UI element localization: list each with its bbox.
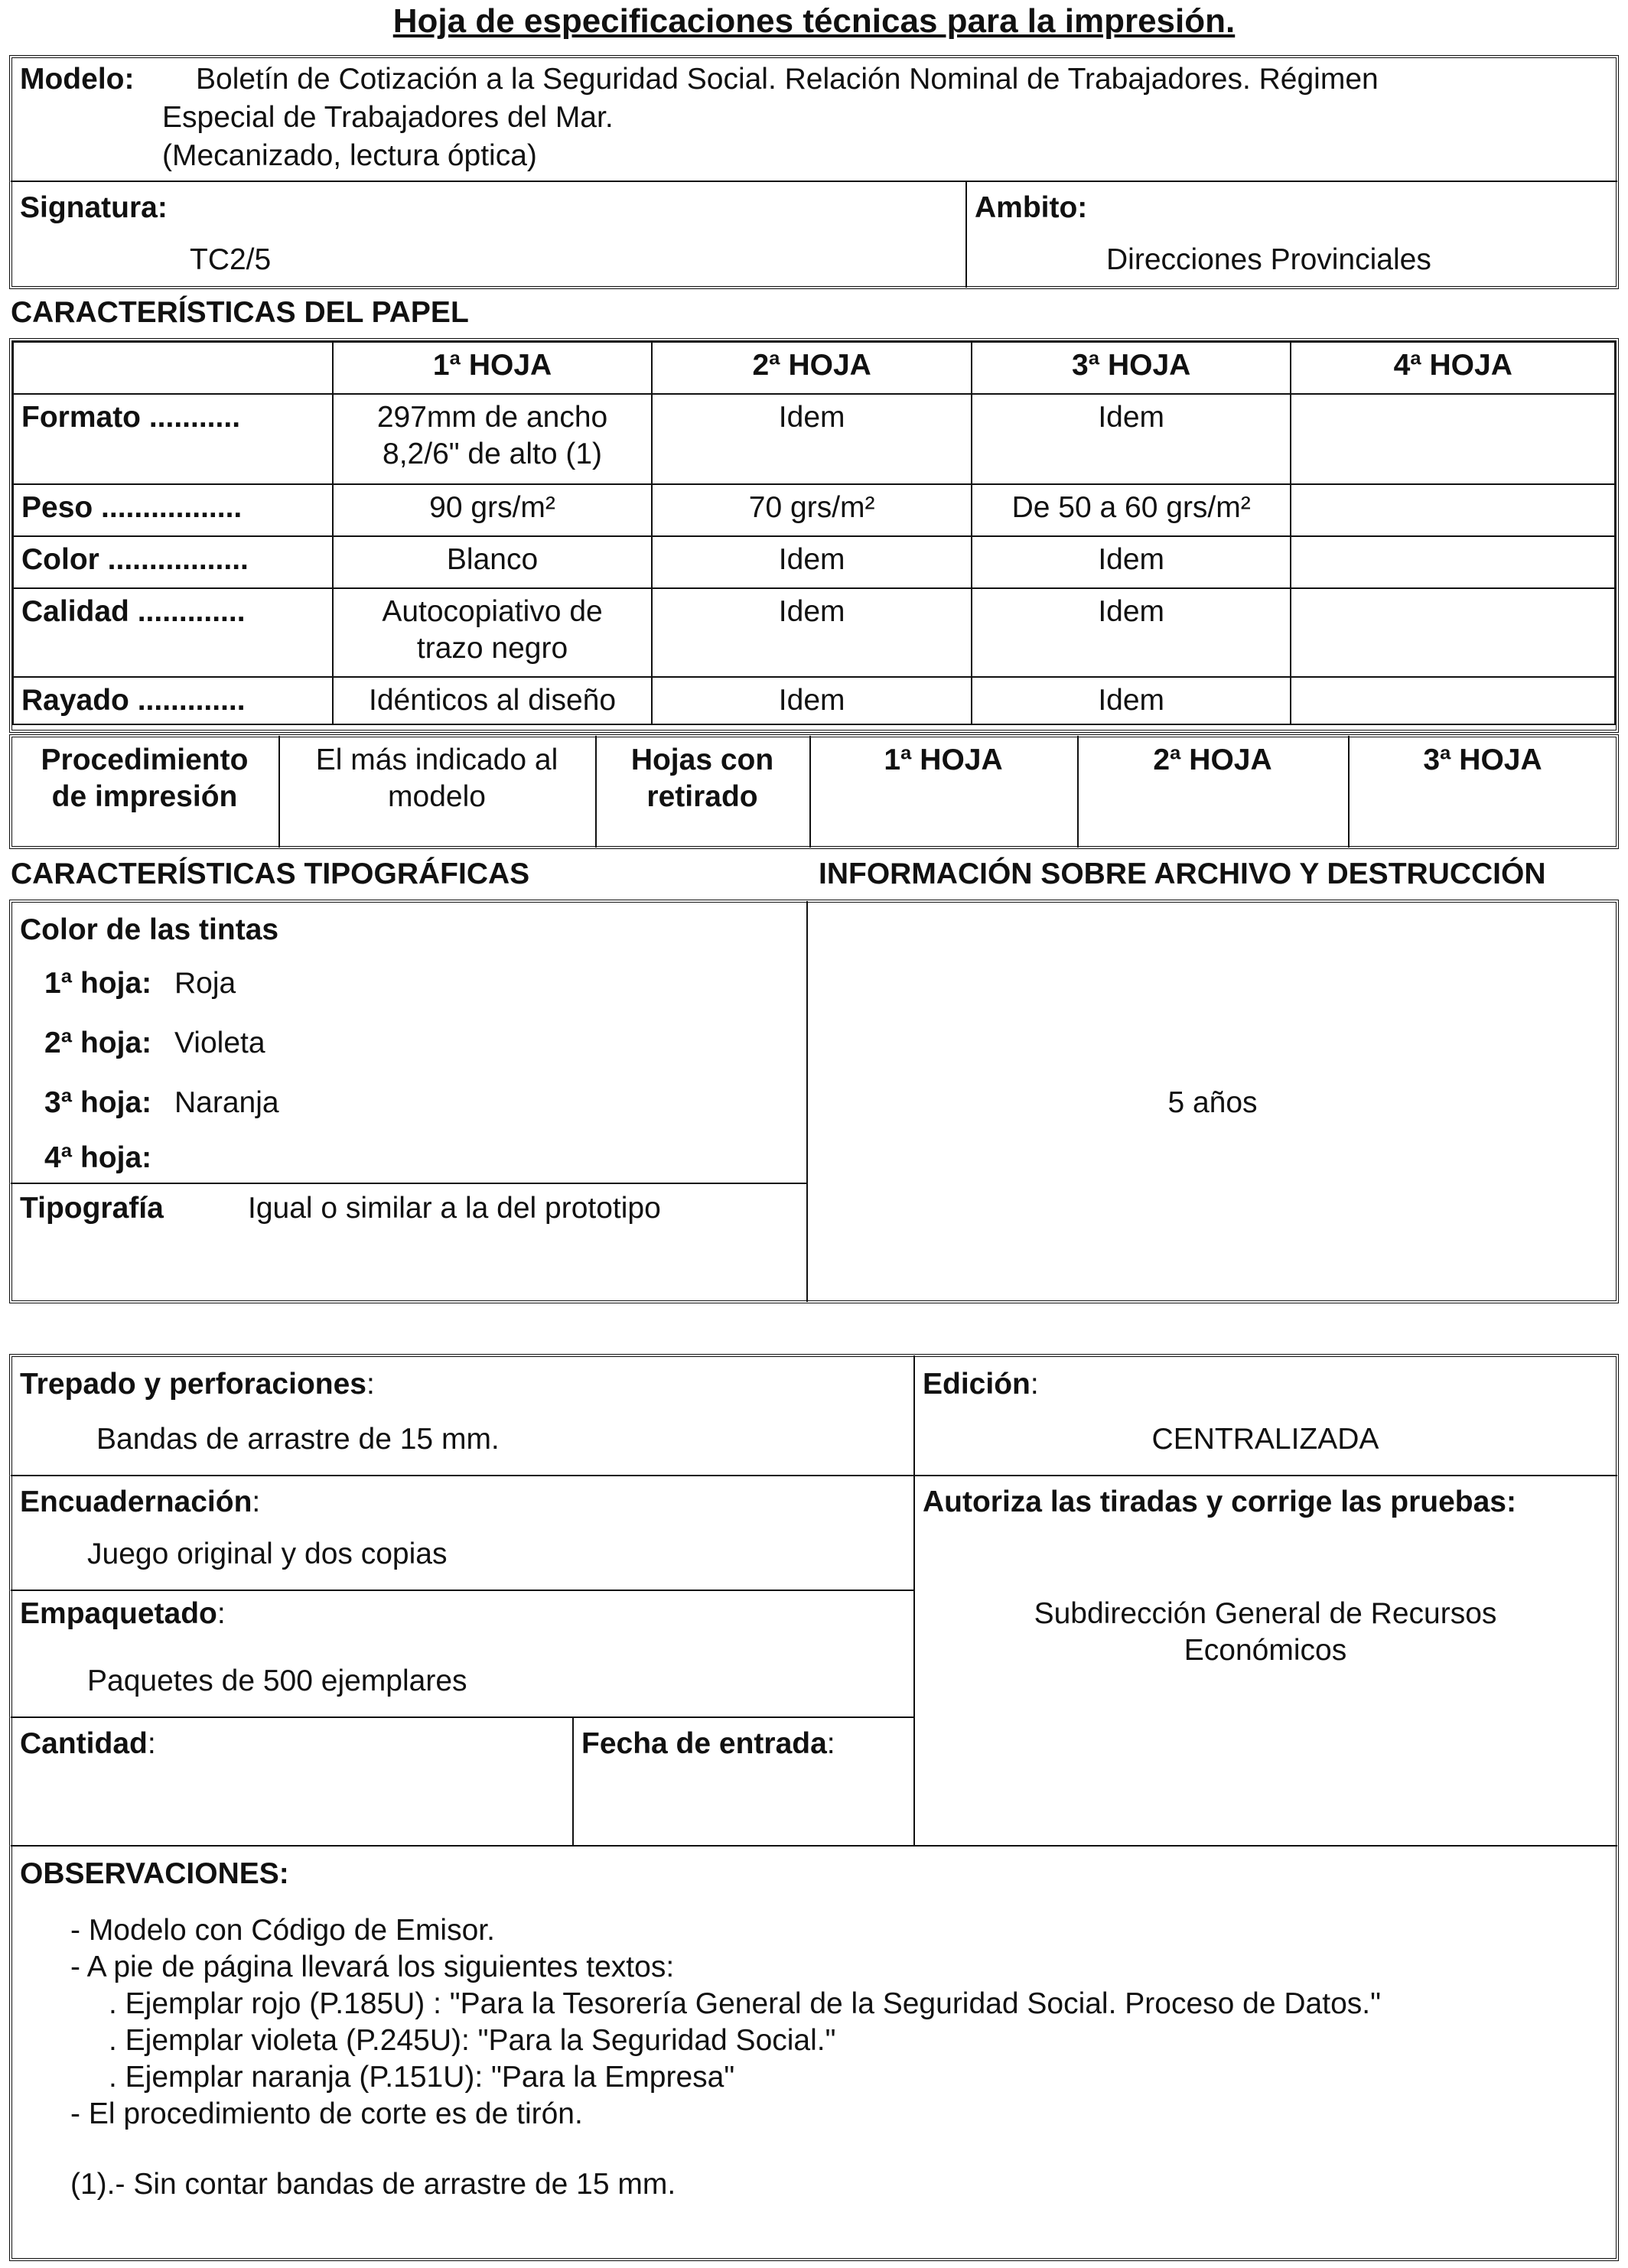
- observacion-line: . Ejemplar rojo (P.185U) : "Para la Tesorería General de la Seguridad Social. Proceso de Datos.": [109, 1987, 1381, 2020]
- label-line: de impresión: [51, 780, 238, 813]
- empaquetado-label: Empaquetado: [20, 1597, 217, 1630]
- papel-table: [12, 341, 1616, 725]
- value-line: El más indicado al: [315, 744, 558, 776]
- colon: :: [366, 1368, 375, 1401]
- modelo-line-2: Especial de Trabajadores del Mar.: [162, 101, 614, 134]
- hoja3-value: Naranja: [174, 1086, 279, 1119]
- footnote: (1).- Sin contar bandas de arrastre de 15 mm.: [70, 2168, 676, 2201]
- value-line: modelo: [388, 780, 486, 813]
- hoja2-label: 2ª hoja:: [44, 1027, 152, 1059]
- papel-row-color: [13, 536, 1615, 588]
- hojas-retirado-label: [597, 742, 808, 815]
- colon: :: [826, 1727, 835, 1760]
- section-title-archivo: INFORMACIÓN SOBRE ARCHIVO Y DESTRUCCIÓN: [819, 857, 1546, 890]
- papel-row-formato: [13, 394, 1615, 484]
- papel-row-calidad: [13, 588, 1615, 677]
- procedimiento-value: [280, 742, 594, 815]
- encuadernacion-label: Encuadernación: [20, 1485, 252, 1518]
- papel-header-empty: [13, 342, 333, 394]
- cell-hoja4: [1291, 677, 1615, 724]
- divider: [11, 1716, 913, 1718]
- modelo-label: Modelo:: [20, 63, 135, 96]
- row-label: Formato ...........: [13, 394, 333, 484]
- hoja3-label: 3ª hoja:: [44, 1086, 152, 1119]
- archivo-value: 5 años: [1167, 1086, 1258, 1119]
- row-label: Rayado .............: [13, 677, 333, 724]
- cell-line: 8,2/6" de alto (1): [383, 438, 603, 470]
- cell-hoja4: [1291, 484, 1615, 536]
- cell-hoja1: Idénticos al diseño: [333, 677, 653, 724]
- retirado-hoja2: 2ª HOJA: [1153, 744, 1272, 776]
- cell-hoja3: Idem: [972, 677, 1291, 724]
- colon: :: [217, 1597, 226, 1630]
- edicion-value: CENTRALIZADA: [1151, 1423, 1379, 1456]
- cell-hoja1: [333, 394, 653, 484]
- papel-row-peso: [13, 484, 1615, 536]
- cell-hoja4: [1291, 394, 1615, 484]
- trepado-heading: [20, 1368, 375, 1401]
- tintas-label: Color de las tintas: [20, 913, 279, 946]
- cell-hoja2: Idem: [652, 536, 972, 588]
- label-line: retirado: [646, 780, 758, 813]
- fecha-label: Fecha de entrada: [581, 1727, 827, 1760]
- row-label: Calidad .............: [13, 588, 333, 677]
- cell-hoja4: [1291, 536, 1615, 588]
- retirado-hoja1: 1ª HOJA: [884, 744, 1003, 776]
- value-line: Económicos: [1184, 1634, 1347, 1667]
- observacion-line: - A pie de página llevará los siguientes textos:: [70, 1951, 675, 1983]
- procedimiento-label: [12, 742, 277, 815]
- label-line: Hojas con: [630, 744, 774, 776]
- papel-header-hoja4: 4ª HOJA: [1291, 342, 1615, 394]
- cell-hoja2: Idem: [652, 394, 972, 484]
- cell-hoja1: Blanco: [333, 536, 653, 588]
- observacion-line: - Modelo con Código de Emisor.: [70, 1914, 495, 1947]
- retirado-hoja3: 3ª HOJA: [1423, 744, 1542, 776]
- section-title-papel: CARACTERÍSTICAS DEL PAPEL: [11, 296, 469, 329]
- edicion-label: Edición: [923, 1368, 1031, 1401]
- cell-hoja4: [1291, 588, 1615, 677]
- divider: [572, 1716, 574, 1845]
- hoja2-value: Violeta: [174, 1027, 265, 1059]
- colon: :: [1030, 1368, 1039, 1401]
- divider: [806, 901, 808, 1302]
- row-label: Color .................: [13, 536, 333, 588]
- page-title: Hoja de especificaciones técnicas para la impresión.: [392, 2, 1236, 40]
- colon: :: [147, 1727, 156, 1760]
- cell-hoja3: Idem: [972, 394, 1291, 484]
- papel-row-rayado: [13, 677, 1615, 724]
- hoja1-value: Roja: [174, 967, 236, 1000]
- cantidad-label: Cantidad: [20, 1727, 148, 1760]
- hoja4-label: 4ª hoja:: [44, 1141, 152, 1174]
- trepado-value: Bandas de arrastre de 15 mm.: [96, 1423, 500, 1456]
- row-label: Peso .................: [13, 484, 333, 536]
- divider: [11, 1475, 1617, 1476]
- observaciones-list: [70, 1912, 1381, 2133]
- divider: [965, 181, 967, 288]
- papel-header-hoja1: 1ª HOJA: [333, 342, 653, 394]
- divider: [11, 1183, 806, 1184]
- trepado-label: Trepado y perforaciones: [20, 1368, 366, 1401]
- empaquetado-value: Paquetes de 500 ejemplares: [87, 1664, 467, 1697]
- cell-hoja2: Idem: [652, 677, 972, 724]
- autoriza-label: Autoriza las tiradas y corrige las pruebas:: [923, 1485, 1516, 1518]
- cell-line: Autocopiativo de: [382, 595, 603, 628]
- modelo-line-1: Boletín de Cotización a la Seguridad Social. Relación Nominal de Trabajadores. Régimen: [196, 63, 1379, 96]
- cell-line: trazo negro: [416, 632, 568, 665]
- section-title-tipograficas: CARACTERÍSTICAS TIPOGRÁFICAS: [11, 857, 530, 890]
- papel-header-hoja3: 3ª HOJA: [972, 342, 1291, 394]
- hoja1-label: 1ª hoja:: [44, 967, 152, 1000]
- cell-hoja1: [333, 588, 653, 677]
- observacion-line: . Ejemplar violeta (P.245U): "Para la Seguridad Social.": [109, 2024, 836, 2057]
- empaquetado-heading: [20, 1597, 226, 1631]
- label-line: Procedimiento: [41, 744, 249, 776]
- colon: :: [252, 1485, 261, 1518]
- signatura-label: Signatura:: [20, 191, 168, 224]
- observaciones-label: OBSERVACIONES:: [20, 1857, 289, 1890]
- cell-hoja2: 70 grs/m²: [652, 484, 972, 536]
- cell-hoja3: Idem: [972, 536, 1291, 588]
- cell-hoja3: Idem: [972, 588, 1291, 677]
- divider: [11, 1590, 913, 1591]
- ambito-value: Direcciones Provinciales: [1106, 243, 1431, 276]
- encuadernacion-value: Juego original y dos copias: [87, 1537, 448, 1570]
- observacion-line: . Ejemplar naranja (P.151U): "Para la Empresa": [109, 2061, 735, 2094]
- cell-hoja1: 90 grs/m²: [333, 484, 653, 536]
- autoriza-value: [915, 1596, 1616, 1669]
- papel-header-hoja2: 2ª HOJA: [652, 342, 972, 394]
- observacion-line: - El procedimiento de corte es de tirón.: [70, 2097, 583, 2130]
- tipografia-value: Igual o similar a la del prototipo: [248, 1192, 661, 1225]
- cell-hoja2: Idem: [652, 588, 972, 677]
- value-line: Subdirección General de Recursos: [1034, 1597, 1497, 1630]
- cell-line: 297mm de ancho: [376, 401, 608, 434]
- modelo-line-3: (Mecanizado, lectura óptica): [162, 139, 537, 172]
- encuadernacion-heading: [20, 1485, 260, 1519]
- divider: [11, 1845, 1617, 1847]
- tipografia-label: Tipografía: [20, 1192, 164, 1225]
- ambito-label: Ambito:: [975, 191, 1088, 224]
- divider: [11, 181, 1617, 182]
- cantidad-heading: [20, 1727, 156, 1761]
- edicion-heading: [923, 1368, 1039, 1401]
- cell-hoja3: De 50 a 60 grs/m²: [972, 484, 1291, 536]
- fecha-heading: [581, 1727, 835, 1761]
- signatura-value: TC2/5: [190, 243, 272, 276]
